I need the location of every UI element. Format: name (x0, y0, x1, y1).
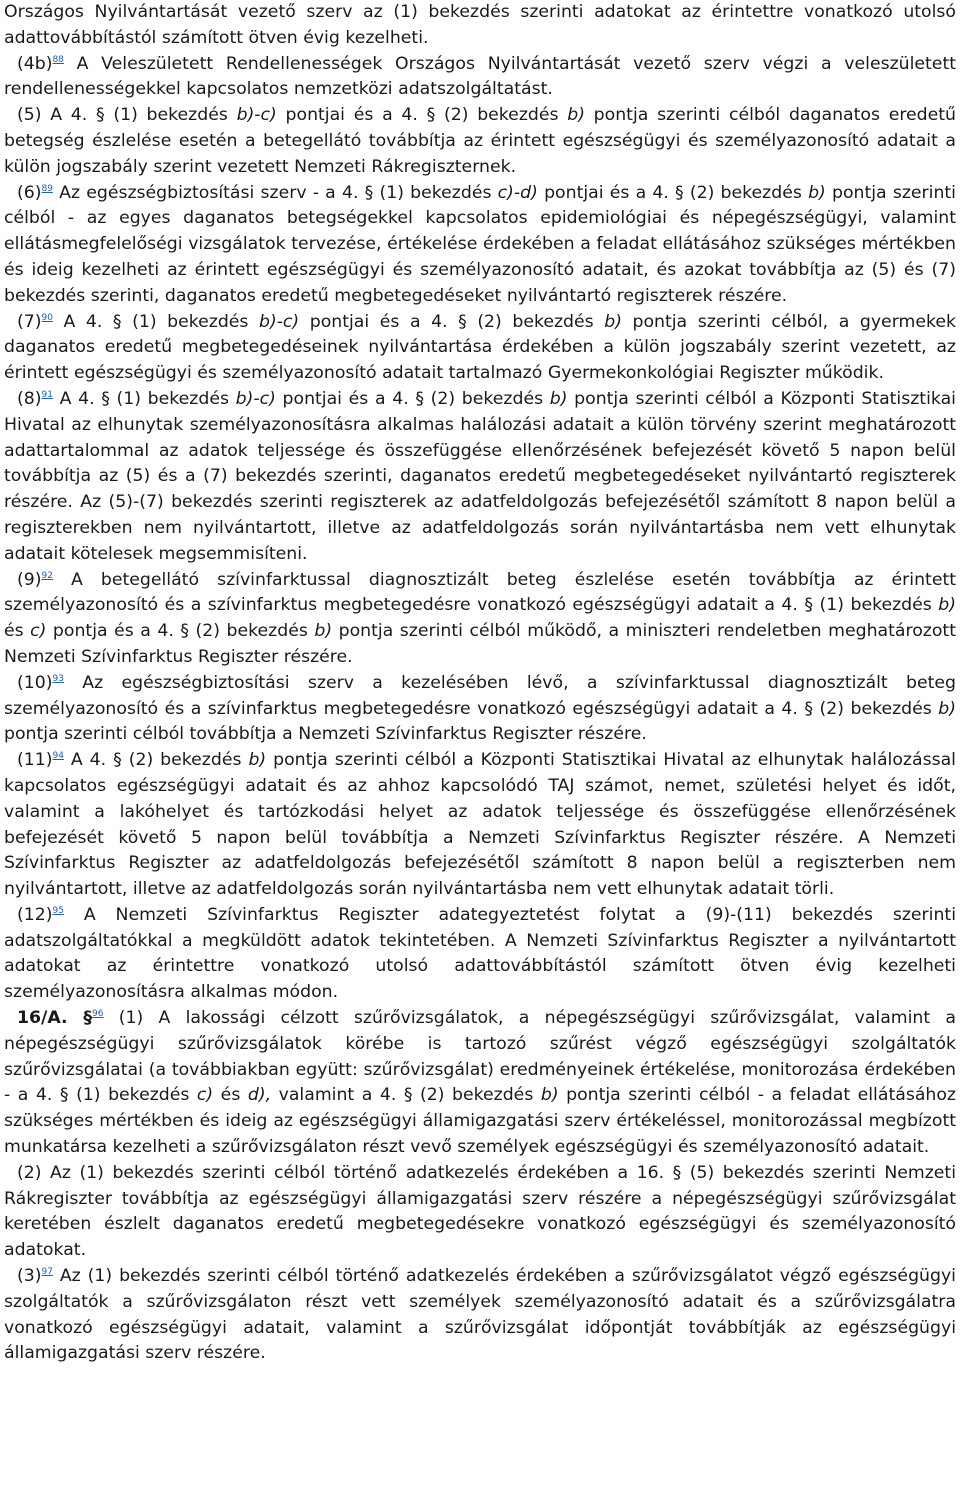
point-reference: b) (808, 182, 826, 203)
paragraph-text: A Nemzeti Szívinfarktus Regiszter adategyeztetést folytat a (9)-(11) bekezdés szerinti adatszolgáltatókkal a megküldött adatok tekintetében. A Nemzeti Szívinfarktus Regiszter a nyilvántartott adatokat az érintettre vonatkozó utolsó adattovábbítástól számított ötven évig kezelheti személyazonosításra alkalmas módon. (4, 904, 956, 1003)
paragraph (4, 748, 956, 903)
point-reference: b)-c) (236, 105, 277, 126)
paragraph-text: pontja szerinti célból - a feladat ellátásához szükséges mértékben és ideig az egészségügyi államigazgatási szerv értékeléssel, monitorozással megbízott munkatársa kezelheti a szűrővizsgálaton részt vevő személyek egészségügyi és személyazonosító adatait. (4, 1085, 957, 1158)
point-reference: b) (938, 595, 956, 616)
paragraph-text: (4b) (17, 53, 53, 74)
paragraph (4, 103, 956, 180)
paragraph (4, 0, 956, 52)
paragraph-text: (5) A 4. § (1) bekezdés (17, 105, 237, 126)
point-reference: b) (567, 105, 585, 126)
footnote-link[interactable]: 97 (41, 1267, 53, 1278)
paragraph-text: A 4. § (1) bekezdés (52, 388, 236, 409)
footnote-link[interactable]: 93 (52, 673, 64, 684)
point-reference: b) (604, 311, 622, 332)
paragraph (4, 568, 956, 671)
paragraph-text: (8) (17, 388, 42, 409)
paragraph-text: (12) (17, 904, 53, 925)
footnote-link[interactable]: 89 (41, 183, 53, 194)
paragraph-text: (1) A lakossági célzott szűrővizsgálatok, a népegészségügyi szűrővizsgálat, valamint a népegészségügyi szűrővizsgálatok körébe is tartozó szűrést végző egészségügyi szolgáltatók szűrővizsgálatai (a továbbiakban együtt: szűrővizsgálat) eredményeinek értékelése, monitorozása érdekében - a 4. § (1) bekezdés (4, 1008, 957, 1106)
point-reference: c) (30, 621, 47, 642)
footnote-link[interactable]: 91 (41, 390, 53, 401)
point-reference: c)-d) (497, 182, 538, 203)
paragraph (4, 903, 956, 1006)
paragraph-text: pontja és a 4. § (2) bekezdés (46, 621, 315, 642)
paragraph (4, 387, 956, 568)
footnote-link[interactable]: 95 (52, 906, 64, 917)
paragraph-text: és (4, 621, 31, 642)
paragraph (4, 1006, 956, 1161)
paragraph-text: Országos Nyilvántartását vezető szerv az (1) bekezdés szerinti adatokat az érintettre vonatkozó utolsó adattovábbítástól számított ötven évig kezelheti. (4, 2, 956, 48)
paragraph-text: Az (1) bekezdés szerinti célból történő adatkezelés érdekében a szűrővizsgálatot végző egészségügyi szolgáltatók a szűrővizsgálaton részt vett személyek személyazonosító adatait és a szűrővizsgálatra vonatkozó egészségügyi adatait, valamint a szűrővizsgálat időpontját továbbítják az egészségügyi államigazgatási szerv részére. (4, 1266, 956, 1364)
paragraph-text: pontjai és a 4. § (2) bekezdés (276, 105, 568, 126)
paragraph-text: pontja szerinti célból továbbítja a Nemzeti Szívinfarktus Regiszter részére. (4, 724, 647, 745)
paragraph (4, 1161, 956, 1264)
paragraph-text: A Veleszületett Rendellenességek Országos Nyilvántartását vezető szerv végzi a veleszületett rendellenességekkel kapcsolatos nemzetközi adatszolgáltatást. (4, 53, 956, 100)
footnote-link[interactable]: 88 (52, 54, 64, 65)
footnote-link[interactable]: 90 (41, 312, 53, 323)
paragraph (4, 52, 956, 104)
point-reference: b) (314, 621, 333, 642)
point-reference: d), (247, 1085, 272, 1106)
paragraph-text: pontja szerinti célból, a gyermekek daganatos eredetű megbetegedéseinek nyilvántartása érdekében a külön jogszabály szerint vezetett, az érintett egészségügyi és személyazonosító adatait tartalmazó Gyermekonkológiai Regiszter működik. (4, 311, 956, 384)
point-reference: c) (196, 1085, 214, 1106)
section-number: 16/A. (17, 1008, 84, 1029)
paragraph-text: A betegellátó szívinfarktussal diagnosztizált beteg észlelése esetén továbbítja az érintett személyazonosító és a szívinfarktus megbetegedésre vonatkozó egészségügyi adatait a 4. § (1) bekezdés (4, 569, 956, 616)
paragraph-text: pontja szerinti célból működő, a miniszteri rendeletben meghatározott Nemzeti Szívinfarktus Regiszter részére. (4, 621, 956, 667)
footnote-link[interactable]: 94 (52, 751, 64, 762)
paragraph-text: pontjai és a 4. § (2) bekezdés (275, 388, 550, 409)
section-sign: § (83, 1008, 93, 1029)
paragraph-text: (3) (17, 1266, 42, 1287)
footnote-link[interactable]: 92 (41, 570, 53, 581)
footnote-link[interactable]: 96 (92, 1009, 104, 1020)
paragraph (4, 1264, 956, 1367)
paragraph (4, 181, 956, 310)
paragraph-text: pontja szerinti célból a Központi Statisztikai Hivatal az elhunytak személyazonosításra alkalmas halálozási adatait a külön törvény szerint meghatározott adattartalommal az adatok teljessége és összefüggése ellenőrzésének befejezését követő 5 napon belül továbbítja az (5) és a (7) bekezdés szerinti, daganatos eredetű megbetegedéseket nyilvántartó regiszterek részére. Az (5)-(7) bekezdés szerinti regiszterek az adatfeldolgozás befejezésétől számított 8 napon belül a regiszterekben nem nyilvántartott, illetve az adatfeldolgozás során nyilvántartásba nem vett elhunytak adatait kötelesek megsemmisíteni. (4, 388, 956, 564)
paragraph-text: pontja szerinti célból a Központi Statisztikai Hivatal az elhunytak halálozással kapcsolatos egészségügyi adatait és az ahhoz kapcsolódó TAJ számot, nemet, születési helyet és időt, valamint a lakóhelyet és tartózkodási helyet az adatok teljessége és összefüggése ellenőrzésének befejezését követő 5 napon belül továbbítja a Nemzeti Szívinfarktus Regiszter részére. A Nemzeti Szívinfarktus Regiszter az adatfeldolgozás befejezésétől számított 8 napon belül a regiszterben nem nyilvántartott, illetve az adatfeldolgozás során nyilvántartásba nem vett elhunytak adatait törli. (4, 750, 956, 900)
point-reference: b) (938, 698, 956, 719)
point-reference: b)-c) (235, 388, 276, 409)
paragraph-text: A 4. § (2) bekezdés (63, 750, 249, 771)
paragraph-text: valamint a 4. § (2) bekezdés (271, 1085, 541, 1106)
paragraph-text: Az egészségbiztosítási szerv - a 4. § (1) bekezdés (52, 182, 498, 203)
point-reference: b)-c) (258, 311, 300, 332)
paragraph-text: pontja szerinti célból daganatos eredetű betegség észlelése esetén a betegellátó továbbítja az érintett egészségügyi és személyazonosító adatait a külön jogszabály szerint vezetett Nemzeti Rákregiszternek. (4, 105, 957, 177)
point-reference: b) (549, 388, 568, 409)
paragraph (4, 671, 956, 748)
paragraph-text: pontjai és a 4. § (2) bekezdés (299, 311, 605, 332)
paragraph-text: Az egészségbiztosítási szerv a kezelésében lévő, a szívinfarktussal diagnosztizált beteg személyazonosító és a szívinfarktus megbetegedésre vonatkozó egészségügyi adatait a 4. § (2) bekezdés (4, 672, 956, 719)
paragraph-text: pontja szerinti célból - az egyes daganatos betegségekkel kapcsolatos epidemiológiai és népegészségügyi, valamint ellátásmegfelelőségi vizsgálatok tervezése, értékelése érdekében a feladat ellátásához szükséges mértékben és ideig kezelheti az érintett egészségügyi és személyazonosító adatait, és azokat továbbítja az (5) és (7) bekezdés szerinti, daganatos eredetű megbetegedéseket nyilvántartó regiszterek részére. (4, 182, 956, 306)
paragraph-text: (2) Az (1) bekezdés szerinti célból történő adatkezelés érdekében a 16. § (5) bekezdés szerinti Nemzeti Rákregiszter továbbítja az egészségügyi államigazgatási szerv részére a népegészségügyi szűrővizsgálat keretében észlelt daganatos eredetű megbetegedésekre vonatkozó egészségügyi és személyazonosító adatokat. (4, 1162, 956, 1261)
paragraph-text: pontjai és a 4. § (2) bekezdés (537, 182, 809, 203)
paragraph-text: (10) (17, 672, 53, 693)
point-reference: b) (248, 750, 267, 771)
paragraph-text: A 4. § (1) bekezdés (52, 311, 259, 332)
paragraph-text: (6) (17, 182, 42, 203)
paragraph-text: és (213, 1085, 248, 1106)
paragraph (4, 310, 956, 387)
paragraph-text: (11) (17, 750, 53, 771)
paragraph-text: (9) (17, 569, 42, 590)
paragraph-text: (7) (17, 311, 42, 332)
point-reference: b) (540, 1085, 559, 1106)
